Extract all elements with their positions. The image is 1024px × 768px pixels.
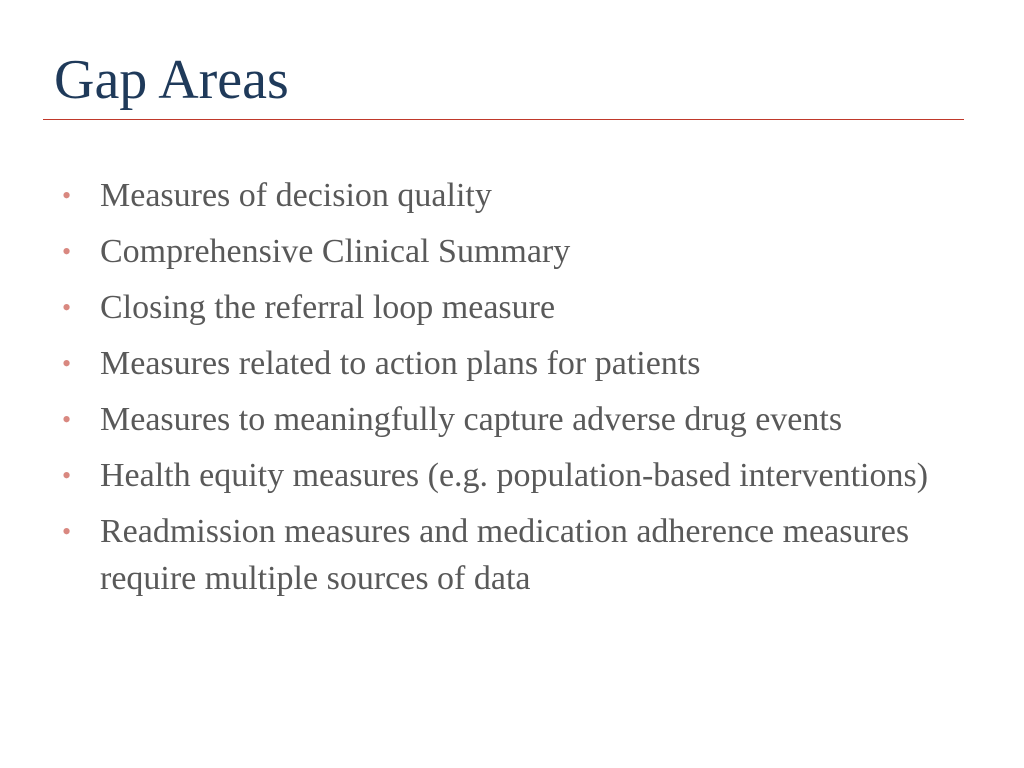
bullet-text: Health equity measures (e.g. population-based interventions) — [100, 457, 929, 494]
title-divider — [43, 119, 964, 120]
list-item — [62, 508, 962, 602]
list-item — [62, 172, 962, 219]
bullet-icon: • — [62, 461, 72, 490]
list-item — [62, 228, 962, 275]
bullet-text: Measures of decision quality — [100, 177, 492, 214]
bullet-icon: • — [62, 293, 72, 322]
list-item — [62, 452, 962, 499]
bullet-text: Comprehensive Clinical Summary — [100, 233, 571, 270]
bullet-icon: • — [62, 405, 72, 434]
bullet-text: Closing the referral loop measure — [100, 289, 556, 326]
slide-title: Gap Areas — [54, 49, 289, 111]
bullet-icon: • — [62, 349, 72, 378]
bullet-text: Measures to meaningfully capture adverse drug events — [100, 401, 843, 438]
list-item — [62, 396, 962, 443]
bullet-icon: • — [62, 517, 72, 546]
bullet-icon: • — [62, 181, 72, 210]
bullet-icon: • — [62, 237, 72, 266]
bullet-text: Measures related to action plans for patients — [100, 345, 701, 382]
list-item — [62, 284, 962, 331]
bullet-list — [62, 172, 962, 611]
bullet-text: Readmission measures and medication adherence measures require multiple sources of data — [100, 513, 910, 597]
list-item — [62, 340, 962, 387]
